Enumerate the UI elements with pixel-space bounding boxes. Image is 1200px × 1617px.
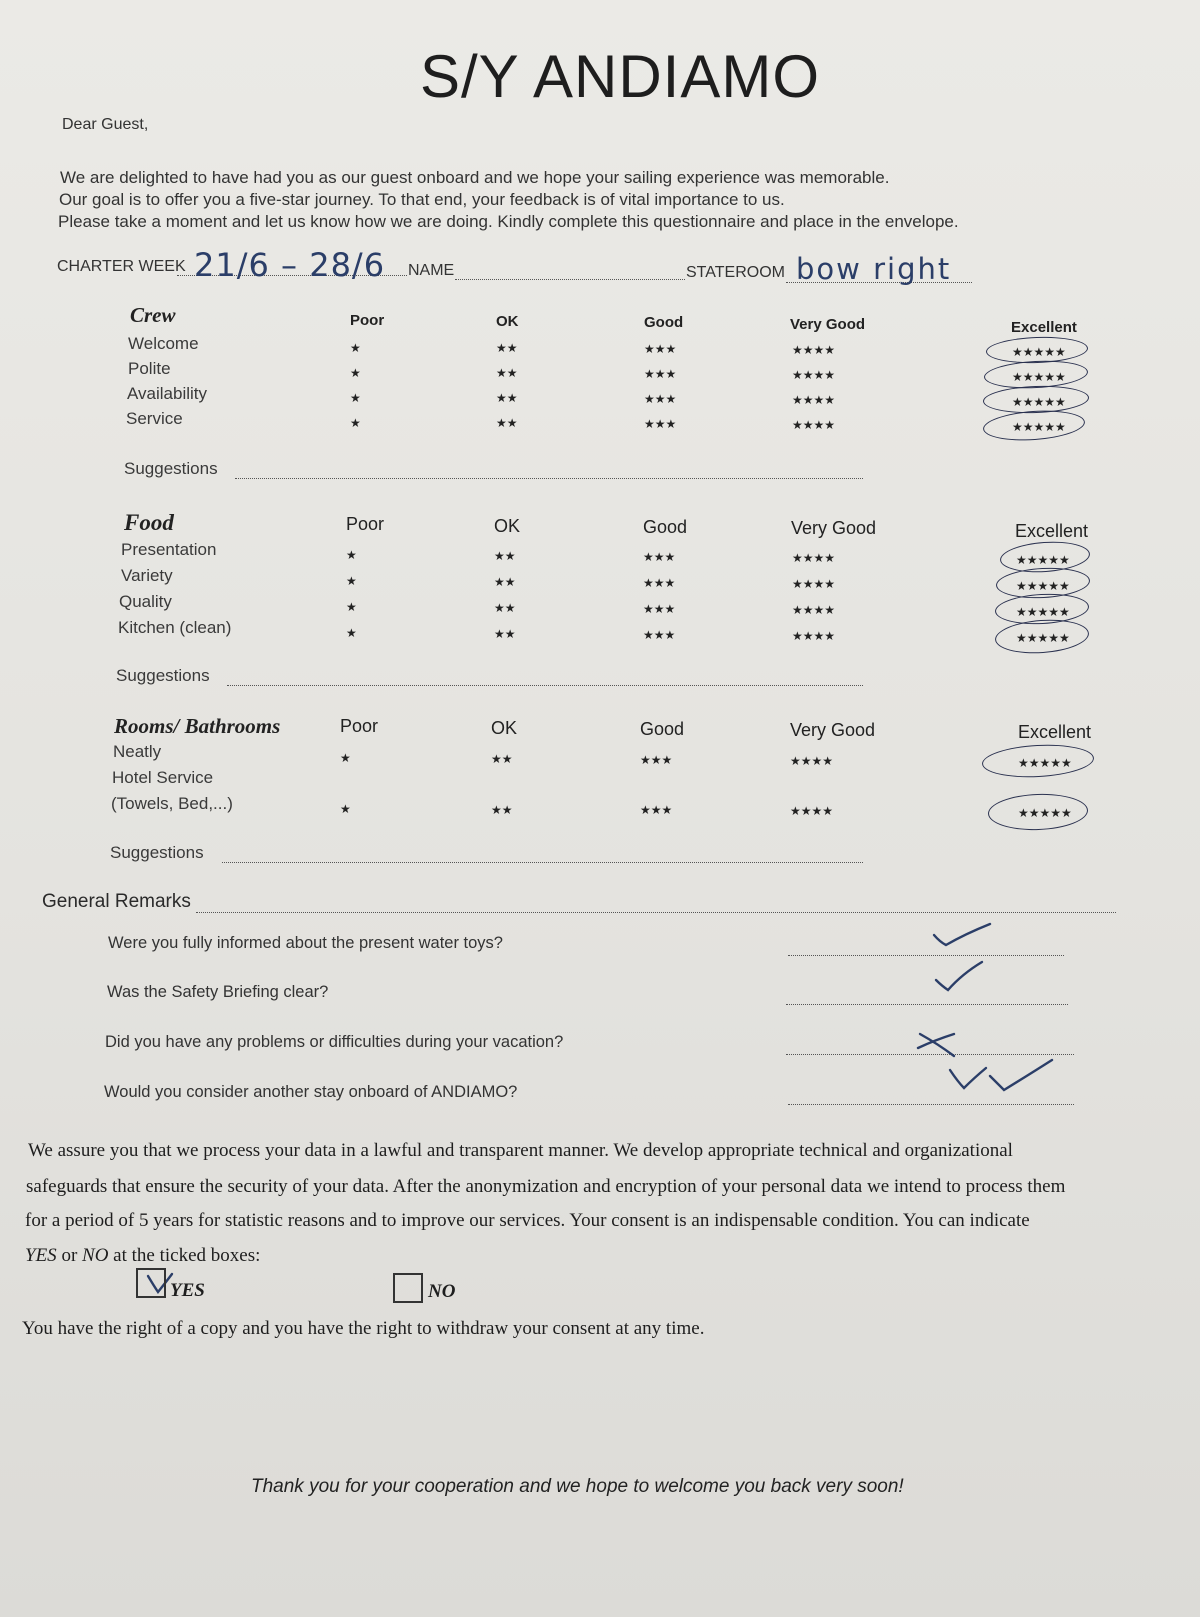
rating-very-good[interactable]: ★★★★ — [790, 804, 834, 818]
rating-good[interactable]: ★★★ — [643, 550, 676, 564]
rating-good[interactable]: ★★★ — [644, 367, 677, 381]
item-label: Availability — [127, 384, 208, 403]
rating-excellent[interactable]: ★★★★★ — [1012, 370, 1066, 384]
rooms-col-poor: Poor — [340, 716, 379, 736]
crew-suggestions-field[interactable] — [235, 478, 863, 479]
general-remarks-label: General Remarks — [42, 891, 191, 912]
rating-ok[interactable]: ★★ — [494, 601, 516, 615]
food-suggestions-label: Suggestions — [116, 666, 210, 685]
rating-good[interactable]: ★★★ — [644, 417, 677, 431]
item-label: Hotel Service — [112, 768, 214, 787]
rating-poor[interactable]: ★ — [346, 626, 357, 640]
check-mark — [990, 1060, 1052, 1090]
section-title-crew: Crew — [130, 303, 176, 327]
excellent-circle-mark — [981, 742, 1095, 780]
rating-excellent[interactable]: ★★★★★ — [1012, 345, 1066, 359]
item-label-detail: (Towels, Bed,...) — [111, 794, 233, 813]
privacy-line-1: We assure you that we process your data in a lawful and transparent manner. We develop appropriate technical and organizational — [28, 1140, 1013, 1161]
rating-very-good[interactable]: ★★★★ — [792, 393, 836, 407]
rating-good[interactable]: ★★★ — [644, 342, 677, 356]
cross-mark — [918, 1034, 954, 1056]
excellent-circle-mark — [982, 407, 1086, 443]
rating-very-good[interactable]: ★★★★ — [792, 343, 836, 357]
rating-poor[interactable]: ★ — [346, 574, 357, 588]
item-label: Welcome — [128, 334, 199, 353]
rooms-col-very-good: Very Good — [790, 720, 876, 740]
answer-field-water-toys[interactable] — [788, 955, 1064, 956]
rating-good[interactable]: ★★★ — [643, 576, 676, 590]
rating-ok[interactable]: ★★ — [491, 752, 513, 766]
excellent-circle-mark — [987, 792, 1088, 831]
rating-good[interactable]: ★★★ — [643, 602, 676, 616]
rating-ok[interactable]: ★★ — [496, 366, 518, 380]
item-label: Quality — [119, 592, 172, 611]
section-title-food: Food — [124, 510, 174, 535]
rating-ok[interactable]: ★★ — [494, 627, 516, 641]
rating-excellent[interactable]: ★★★★★ — [1018, 756, 1072, 770]
rating-very-good[interactable]: ★★★★ — [792, 629, 836, 643]
rooms-col-ok: OK — [491, 718, 518, 738]
charter-week-label: CHARTER WEEK — [57, 258, 186, 275]
intro-line-2: Our goal is to offer you a five-star journey. To that end, your feedback is of vital importance to us. — [59, 190, 785, 209]
item-label: Presentation — [121, 540, 217, 559]
answer-field-another-stay[interactable] — [788, 1104, 1074, 1105]
rating-poor[interactable]: ★ — [340, 751, 351, 765]
privacy-line-2: safeguards that ensure the security of your data. After the anonymization and encryption of your personal data we intend to process them — [26, 1176, 1066, 1197]
consent-prompt — [25, 1245, 260, 1267]
consent-yes-checkbox[interactable] — [136, 1268, 166, 1298]
answer-field-safety-briefing[interactable] — [786, 1004, 1068, 1005]
consent-no-label: NO — [428, 1281, 456, 1302]
rating-very-good[interactable]: ★★★★ — [792, 551, 836, 565]
consent-prompt-no: NO — [82, 1245, 109, 1266]
check-mark — [950, 1068, 986, 1088]
general-remarks-field[interactable] — [196, 912, 1116, 913]
food-col-good: Good — [643, 517, 688, 537]
food-col-poor: Poor — [346, 514, 385, 534]
rating-excellent[interactable]: ★★★★★ — [1016, 605, 1070, 619]
name-field[interactable] — [455, 279, 685, 280]
crew-col-ok: OK — [496, 313, 519, 330]
item-label: Neatly — [113, 742, 162, 761]
food-col-ok: OK — [494, 516, 521, 536]
rating-good[interactable]: ★★★ — [640, 803, 673, 817]
rating-poor[interactable]: ★ — [340, 802, 351, 816]
rating-very-good[interactable]: ★★★★ — [792, 603, 836, 617]
rooms-col-excellent: Excellent — [1018, 722, 1092, 742]
crew-col-very-good: Very Good — [790, 316, 866, 333]
consent-prompt-yes: YES — [25, 1245, 57, 1266]
name-label: NAME — [408, 262, 455, 279]
section-title-rooms: Rooms/ Bathrooms — [114, 714, 281, 738]
form-title: S/Y ANDIAMO — [419, 43, 820, 110]
rating-good[interactable]: ★★★ — [644, 392, 677, 406]
rating-very-good[interactable]: ★★★★ — [790, 754, 834, 768]
rating-poor[interactable]: ★ — [346, 548, 357, 562]
question-another-stay: Would you consider another stay onboard of ANDIAMO? — [104, 1083, 518, 1101]
rating-ok[interactable]: ★★ — [494, 575, 516, 589]
rating-excellent[interactable]: ★★★★★ — [1012, 395, 1066, 409]
consent-no-checkbox[interactable] — [393, 1273, 423, 1303]
crew-col-poor: Poor — [350, 312, 385, 329]
check-mark — [936, 962, 982, 990]
rating-very-good[interactable]: ★★★★ — [792, 577, 836, 591]
crew-col-good: Good — [644, 314, 684, 331]
rating-poor[interactable]: ★ — [350, 341, 361, 355]
intro-line-3: Please take a moment and let us know how we are doing. Kindly complete this questionnaire and place in the envelope. — [58, 212, 959, 231]
crew-col-excellent: Excellent — [1011, 319, 1077, 336]
rating-poor[interactable]: ★ — [350, 416, 361, 430]
question-safety-briefing: Was the Safety Briefing clear? — [107, 983, 329, 1001]
charter-week-field[interactable]: 21/6 – 28/6 — [194, 246, 386, 284]
rooms-col-good: Good — [640, 719, 685, 739]
rating-excellent[interactable]: ★★★★★ — [1018, 806, 1072, 820]
rating-excellent[interactable]: ★★★★★ — [1016, 631, 1070, 645]
stateroom-field[interactable]: bow right — [796, 252, 952, 286]
salutation: Dear Guest, — [62, 116, 149, 133]
rating-poor[interactable]: ★ — [350, 391, 361, 405]
item-label: Polite — [128, 359, 171, 378]
rating-ok[interactable]: ★★ — [496, 391, 518, 405]
question-water-toys: Were you fully informed about the present water toys? — [108, 934, 503, 952]
rating-ok[interactable]: ★★ — [491, 803, 513, 817]
rating-ok[interactable]: ★★ — [496, 416, 518, 430]
excellent-circle-mark — [994, 617, 1090, 656]
consent-yes-label: YES — [170, 1280, 205, 1301]
stateroom-label: STATEROOM — [686, 264, 785, 281]
rating-ok[interactable]: ★★ — [496, 341, 518, 355]
food-col-very-good: Very Good — [791, 518, 877, 538]
closing-text: Thank you for your cooperation and we hope to welcome you back very soon! — [251, 1476, 904, 1497]
rating-good[interactable]: ★★★ — [643, 628, 676, 642]
consent-prompt-rest: at the ticked boxes: — [108, 1245, 261, 1266]
rating-excellent[interactable]: ★★★★★ — [1012, 420, 1066, 434]
answer-field-problems[interactable] — [786, 1054, 1074, 1055]
rating-very-good[interactable]: ★★★★ — [792, 418, 836, 432]
crew-suggestions-label: Suggestions — [124, 459, 218, 478]
rating-excellent[interactable]: ★★★★★ — [1016, 553, 1070, 567]
food-suggestions-field[interactable] — [227, 685, 863, 686]
rating-poor[interactable]: ★ — [346, 600, 357, 614]
consent-prompt-or: or — [56, 1245, 83, 1266]
food-col-excellent: Excellent — [1015, 521, 1089, 541]
rooms-suggestions-field[interactable] — [222, 862, 863, 863]
privacy-line-3: for a period of 5 years for statistic reasons and to improve our services. Your consent is an indispensable condition. You can indicate — [25, 1210, 1030, 1231]
rating-ok[interactable]: ★★ — [494, 549, 516, 563]
rating-poor[interactable]: ★ — [350, 366, 361, 380]
rating-excellent[interactable]: ★★★★★ — [1016, 579, 1070, 593]
rights-text: You have the right of a copy and you have the right to withdraw your consent at any time. — [22, 1318, 705, 1339]
check-mark — [934, 924, 990, 945]
intro-line-1: We are delighted to have had you as our guest onboard and we hope your sailing experience was memorable. — [60, 168, 890, 187]
question-problems: Did you have any problems or difficulties during your vacation? — [105, 1033, 564, 1051]
rooms-suggestions-label: Suggestions — [110, 843, 204, 862]
rating-very-good[interactable]: ★★★★ — [792, 368, 836, 382]
rating-good[interactable]: ★★★ — [640, 753, 673, 767]
item-label: Service — [126, 409, 183, 428]
item-label: Kitchen (clean) — [118, 618, 232, 637]
item-label: Variety — [121, 566, 173, 585]
